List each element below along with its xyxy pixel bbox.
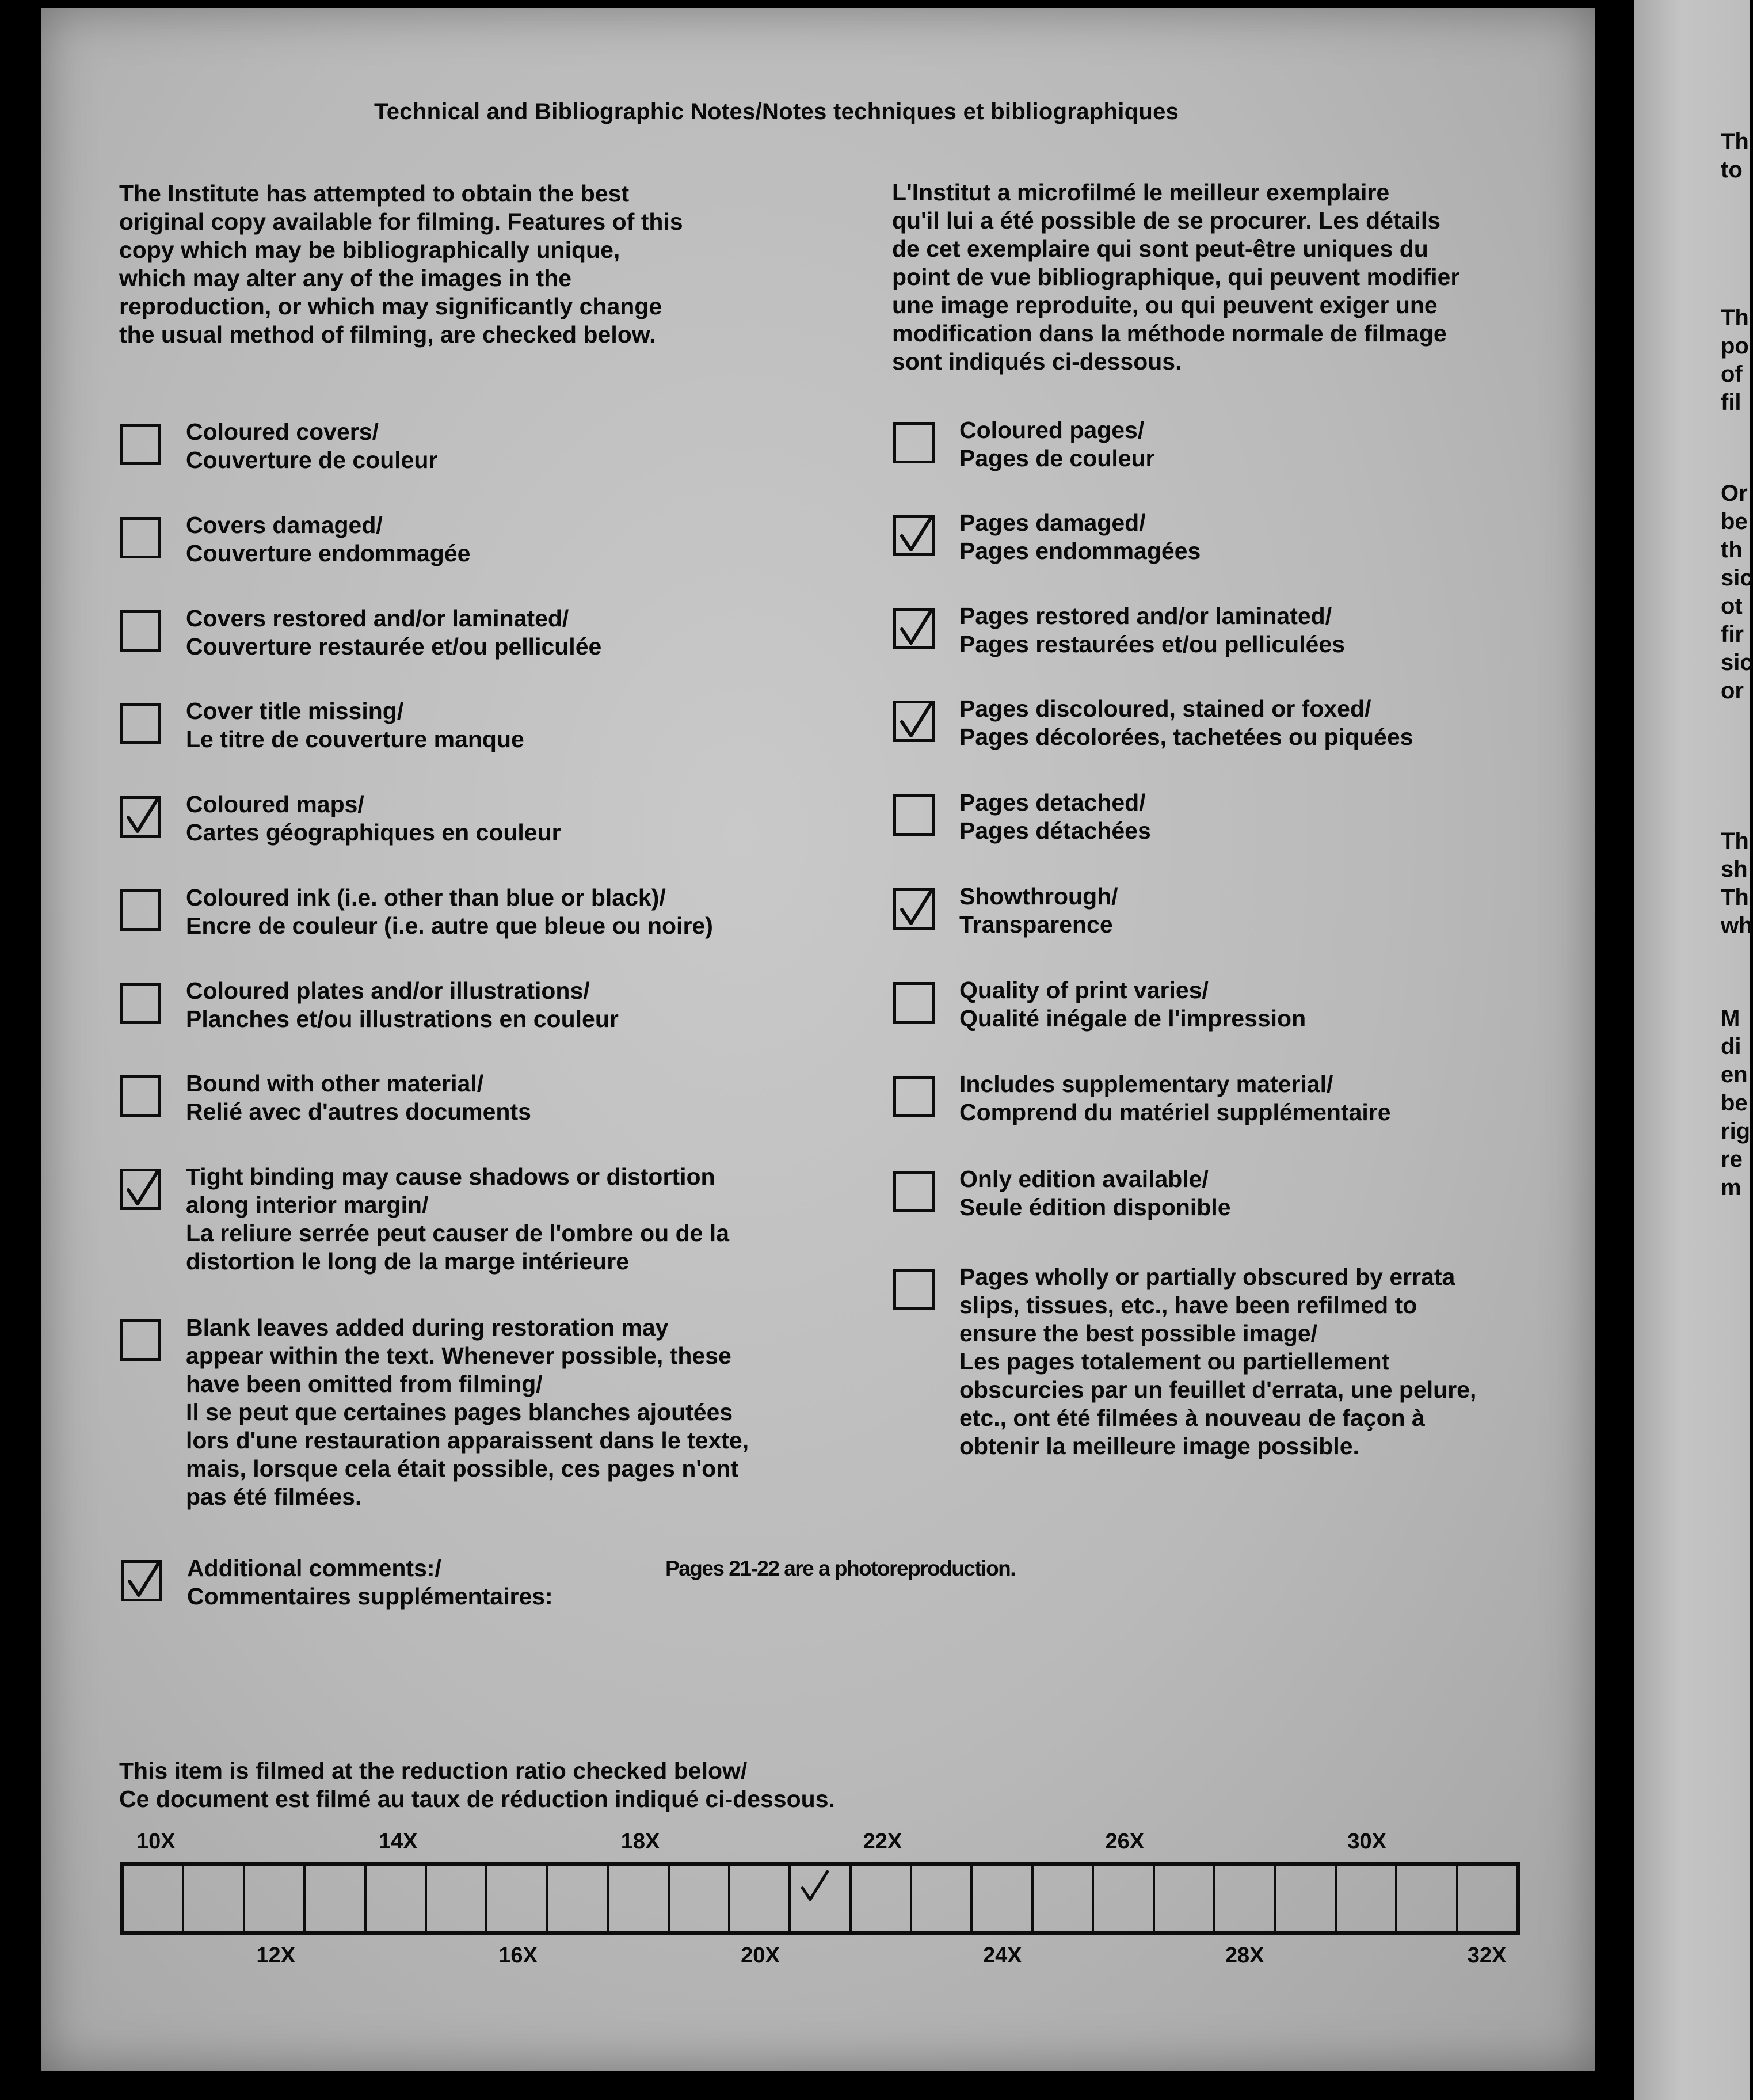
left-item-label (186, 790, 561, 847)
check-mark-icon (127, 1559, 162, 1601)
ratio-top-label: 18X (620, 1829, 660, 1854)
reduction-cell[interactable] (1458, 1866, 1516, 1931)
right-item-label (959, 1263, 1476, 1460)
intro-french-line: modification dans la méthode normale de filmage (892, 320, 1447, 347)
page-title: Technical and Bibliographic Notes/Notes techniques et bibliographiques (374, 99, 1179, 124)
additional-comments-label (187, 1554, 553, 1611)
right-item-label-line: Seule édition disponible (959, 1194, 1231, 1220)
left-item-label-line: Coloured covers/ (186, 419, 379, 445)
adjacent-page-fragment: fir (1721, 622, 1744, 647)
intro-french-line: une image reproduite, ou qui peuvent exiger une (892, 292, 1438, 318)
adjacent-page-fragment: Th (1721, 129, 1749, 154)
adjacent-page-fragment: po (1721, 333, 1749, 359)
adjacent-page-fragment: sic (1721, 650, 1753, 675)
adjacent-page-fragment: of (1721, 362, 1743, 387)
adjacent-page-fragment: M (1721, 1006, 1740, 1031)
adjacent-page-fragment: Or (1721, 481, 1748, 506)
reduction-ratio-grid (120, 1862, 1520, 1935)
check-mark-icon (126, 1168, 161, 1209)
left-item-checkbox[interactable] (120, 610, 161, 652)
right-item-label-line: Includes supplementary material/ (959, 1071, 1333, 1097)
left-item-label (186, 1163, 729, 1276)
right-item-checkbox[interactable] (893, 888, 935, 930)
ratio-bottom-label: 12X (256, 1943, 296, 1968)
left-item-label (186, 697, 524, 754)
reduction-cell[interactable] (1276, 1866, 1336, 1931)
adjacent-page-fragment: wh (1721, 913, 1753, 938)
right-item-checkbox[interactable] (893, 1171, 935, 1212)
right-item-label (959, 1165, 1231, 1222)
ratio-bottom-label: 16X (498, 1943, 538, 1968)
left-item-label-line: Coloured plates and/or illustrations/ (186, 977, 590, 1004)
left-item-checkbox[interactable] (120, 1075, 161, 1117)
check-mark-icon (900, 514, 934, 556)
intro-english (119, 180, 683, 349)
additional-comments-label-fr: Commentaires supplémentaires: (187, 1583, 553, 1610)
ratio-top-label: 22X (863, 1829, 902, 1854)
adjacent-page-fragment: or (1721, 678, 1744, 703)
left-item-label-line: pas été filmées. (186, 1483, 362, 1510)
left-item-label (186, 977, 619, 1033)
left-item-label-line: Relié avec d'autres documents (186, 1098, 531, 1125)
intro-french-line: point de vue bibliographique, qui peuvent modifier (892, 264, 1460, 290)
right-item-checkbox[interactable] (893, 1269, 935, 1310)
right-item-label-line: Pages restored and/or laminated/ (959, 603, 1332, 629)
left-item-checkbox[interactable] (120, 796, 161, 838)
left-item-label (186, 511, 470, 568)
reduction-cell[interactable] (1397, 1866, 1458, 1931)
left-item-label-line: La reliure serrée peut causer de l'ombre ou de la (186, 1220, 730, 1246)
right-item-label (959, 509, 1201, 565)
intro-french-line: sont indiqués ci-dessous. (892, 348, 1182, 375)
adjacent-page-fragment: be (1721, 509, 1748, 534)
right-item-label (959, 789, 1151, 845)
right-item-label-line: etc., ont été filmées à nouveau de façon à (959, 1405, 1425, 1431)
additional-comments-label-en: Additional comments:/ (187, 1555, 441, 1581)
reduction-statement-fr: Ce document est filmé au taux de réduction indiqué ci-dessous. (119, 1786, 835, 1812)
right-item-label-line: Showthrough/ (959, 883, 1118, 910)
ratio-bottom-label: 20X (741, 1943, 780, 1968)
left-item-label-line: Covers damaged/ (186, 512, 383, 538)
reduction-cell[interactable] (367, 1866, 427, 1931)
adjacent-page-fragment: fil (1721, 390, 1741, 415)
left-item-label-line: Planches et/ou illustrations en couleur (186, 1006, 619, 1032)
left-item-checkbox[interactable] (120, 889, 161, 931)
left-item-label-line: Couverture de couleur (186, 447, 438, 473)
right-item-label-line: Pages endommagées (959, 538, 1201, 564)
ratio-bottom-label: 32X (1467, 1943, 1507, 1968)
adjacent-page-fragment: re (1721, 1147, 1743, 1172)
additional-comments-checkbox[interactable] (121, 1560, 162, 1601)
adjacent-page-fragment: th (1721, 537, 1743, 562)
intro-english-line: original copy available for filming. Features of this (119, 208, 683, 235)
left-item-label-line: Coloured ink (i.e. other than blue or black)/ (186, 884, 666, 911)
adjacent-page-fragment: be (1721, 1090, 1748, 1116)
adjacent-page-fragment: Th (1721, 305, 1749, 330)
left-item-label-line: lors d'une restauration apparaissent dans le texte, (186, 1427, 749, 1454)
left-item-label-line: Covers restored and/or laminated/ (186, 605, 569, 631)
intro-english-line: The Institute has attempted to obtain the best (119, 180, 630, 207)
adjacent-page-fragment: rig (1721, 1119, 1751, 1144)
left-item-label-line: Il se peut que certaines pages blanches ajoutées (186, 1399, 733, 1425)
reduction-statement-en: This item is filmed at the reduction ratio checked below/ (119, 1757, 748, 1784)
check-mark-icon (900, 607, 934, 649)
intro-english-line: the usual method of filming, are checked below. (119, 321, 656, 348)
check-mark-icon (900, 700, 934, 741)
left-item-label-line: Couverture restaurée et/ou pelliculée (186, 633, 602, 660)
right-item-label (959, 1070, 1391, 1127)
reduction-cell[interactable] (487, 1866, 548, 1931)
left-item-label (186, 418, 437, 474)
right-item-checkbox[interactable] (893, 1076, 935, 1117)
adjacent-page-fragment: to (1721, 157, 1743, 182)
right-item-label-line: Pages détachées (959, 817, 1151, 844)
left-item-label-line: Coloured maps/ (186, 791, 364, 817)
left-item-label (186, 604, 601, 661)
left-item-label (186, 884, 713, 940)
right-item-checkbox[interactable] (893, 422, 935, 463)
check-mark-icon (798, 1870, 832, 1904)
right-item-label-line: Les pages totalement ou partiellement (959, 1348, 1390, 1375)
adjacent-page-fragment: m (1721, 1175, 1741, 1200)
right-item-label-line: Qualité inégale de l'impression (959, 1005, 1306, 1032)
reduction-cell[interactable] (852, 1866, 912, 1931)
additional-comments-text: Pages 21-22 are a photoreproduction. (665, 1557, 1016, 1580)
reduction-cell[interactable] (548, 1866, 609, 1931)
reduction-cell[interactable] (973, 1866, 1033, 1931)
adjacent-page-fragment: Th (1721, 828, 1749, 854)
right-item-label-line: ensure the best possible image/ (959, 1320, 1318, 1346)
reduction-cell[interactable] (1034, 1866, 1094, 1931)
reduction-cell[interactable] (427, 1866, 487, 1931)
left-item-checkbox[interactable] (120, 983, 161, 1024)
ratio-top-label: 10X (136, 1829, 176, 1854)
ratio-top-label: 14X (378, 1829, 418, 1854)
right-item-checkbox[interactable] (893, 608, 935, 649)
right-item-label-line: slips, tissues, etc., have been refilmed to (959, 1292, 1417, 1318)
ratio-top-label: 26X (1105, 1829, 1145, 1854)
adjacent-page-fragment: di (1721, 1034, 1741, 1059)
right-item-label-line: Pages detached/ (959, 789, 1146, 816)
adjacent-page-fragment: ot (1721, 594, 1743, 619)
intro-english-line: which may alter any of the images in the (119, 265, 572, 291)
right-item-label-line: Pages wholly or partially obscured by errata (959, 1264, 1455, 1290)
right-item-label-line: Pages décolorées, tachetées ou piquées (959, 724, 1413, 750)
reduction-cell[interactable] (791, 1866, 851, 1931)
intro-french-line: de cet exemplaire qui sont peut-être uniques du (892, 235, 1428, 262)
reduction-cell[interactable] (1337, 1866, 1397, 1931)
right-item-label (959, 602, 1345, 659)
right-item-checkbox[interactable] (893, 982, 935, 1024)
reduction-cell[interactable] (1215, 1866, 1276, 1931)
adjacent-page-fragment: Th (1721, 885, 1749, 910)
left-item-checkbox[interactable] (120, 1169, 161, 1210)
left-item-label-line: Couverture endommagée (186, 540, 471, 566)
reduction-cell[interactable] (1094, 1866, 1154, 1931)
right-item-checkbox[interactable] (893, 701, 935, 742)
right-item-label-line: Quality of print varies/ (959, 977, 1209, 1003)
left-item-label-line: appear within the text. Whenever possible, these (186, 1342, 731, 1369)
left-item-label (186, 1070, 531, 1126)
right-item-label-line: Transparence (959, 911, 1113, 938)
ratio-bottom-label: 24X (983, 1943, 1022, 1968)
reduction-cell[interactable] (124, 1866, 184, 1931)
reduction-cell[interactable] (609, 1866, 669, 1931)
left-item-label-line: Cartes géographiques en couleur (186, 819, 561, 846)
left-item-checkbox[interactable] (120, 703, 161, 744)
reduction-cell[interactable] (184, 1866, 245, 1931)
left-item-label-line: Cover title missing/ (186, 698, 404, 724)
adjacent-page-fragment: sic (1721, 565, 1753, 591)
right-item-label-line: obtenir la meilleure image possible. (959, 1433, 1359, 1459)
left-item-checkbox[interactable] (120, 517, 161, 558)
adjacent-page-fragment: sh (1721, 857, 1748, 882)
right-item-label (959, 882, 1118, 939)
intro-french (892, 178, 1459, 376)
right-item-checkbox[interactable] (893, 515, 935, 556)
right-item-label-line: Coloured pages/ (959, 417, 1145, 443)
intro-french-line: qu'il lui a été possible de se procurer. Les détails (892, 207, 1441, 234)
right-item-label-line: Pages discoloured, stained or foxed/ (959, 695, 1371, 722)
right-item-label (959, 976, 1306, 1033)
right-item-label (959, 416, 1155, 473)
reduction-statement (119, 1757, 835, 1813)
right-item-label (959, 695, 1413, 751)
right-item-label-line: Pages restaurées et/ou pelliculées (959, 631, 1345, 657)
reduction-cell[interactable] (912, 1866, 973, 1931)
left-item-checkbox[interactable] (120, 1319, 161, 1361)
ratio-bottom-label: 28X (1225, 1943, 1264, 1968)
check-mark-icon (126, 796, 161, 837)
left-item-label-line: Blank leaves added during restoration may (186, 1314, 669, 1341)
left-item-label-line: mais, lorsque cela était possible, ces pages n'ont (186, 1455, 738, 1482)
reduction-cell[interactable] (730, 1866, 791, 1931)
intro-english-line: reproduction, or which may significantly change (119, 293, 662, 319)
reduction-cell[interactable] (245, 1866, 306, 1931)
intro-french-line: L'Institut a microfilmé le meilleur exemplaire (892, 179, 1390, 206)
left-item-checkbox[interactable] (120, 424, 161, 465)
right-item-label-line: Pages de couleur (959, 445, 1155, 471)
right-item-checkbox[interactable] (893, 794, 935, 836)
intro-english-line: copy which may be bibliographically unique, (119, 237, 620, 263)
left-item-label-line: distortion le long de la marge intérieure (186, 1248, 630, 1275)
right-item-label-line: obscurcies par un feuillet d'errata, une pelure, (959, 1376, 1477, 1403)
reduction-cell[interactable] (1155, 1866, 1215, 1931)
left-item-label-line: have been omitted from filming/ (186, 1371, 543, 1397)
check-mark-icon (900, 888, 934, 929)
right-item-label-line: Comprend du matériel supplémentaire (959, 1099, 1391, 1125)
right-item-label-line: Pages damaged/ (959, 509, 1146, 536)
right-item-label-line: Only edition available/ (959, 1166, 1209, 1192)
ratio-top-label: 30X (1347, 1829, 1386, 1854)
adjacent-page-fragment: en (1721, 1062, 1748, 1087)
left-item-label-line: along interior margin/ (186, 1192, 429, 1218)
left-item-label (186, 1314, 749, 1511)
reduction-cell[interactable] (306, 1866, 366, 1931)
left-item-label-line: Bound with other material/ (186, 1070, 484, 1097)
reduction-cell[interactable] (670, 1866, 730, 1931)
left-item-label-line: Tight binding may cause shadows or distortion (186, 1163, 715, 1190)
left-item-label-line: Le titre de couverture manque (186, 726, 524, 752)
left-item-label-line: Encre de couleur (i.e. autre que bleue ou noire) (186, 912, 713, 939)
